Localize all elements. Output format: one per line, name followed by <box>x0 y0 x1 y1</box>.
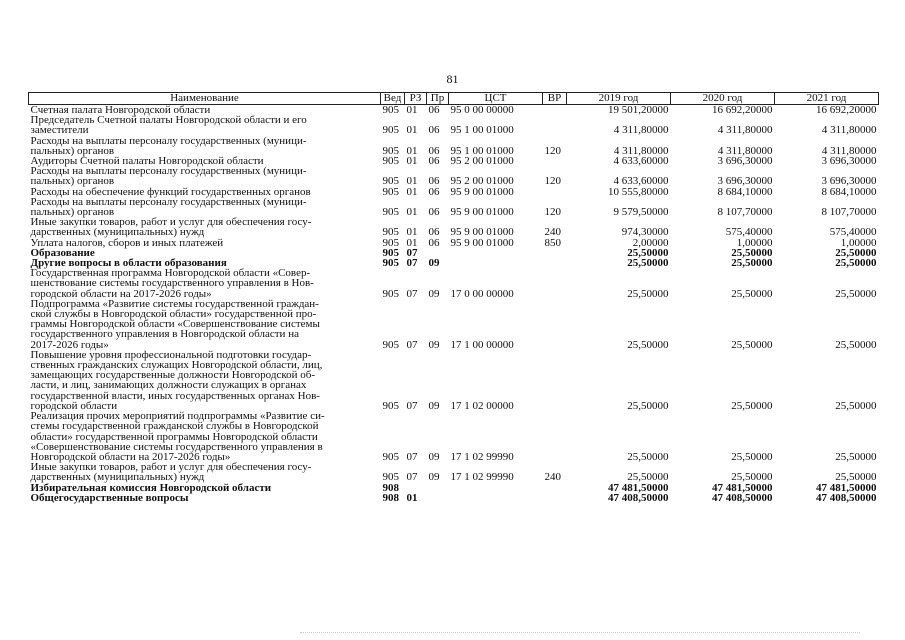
header-ved: Вед <box>381 93 405 105</box>
row-pr-cell: 09 <box>428 257 440 270</box>
row-2020-cell: 8 107,70000 <box>717 206 773 219</box>
row-ved-cell: 905 <box>382 144 399 157</box>
row-2020-cell: 8 684,10000 <box>717 185 773 198</box>
row-2019-cell: 4 633,60000 <box>613 155 669 168</box>
row-2019-cell: 47 481,50000 <box>608 481 669 494</box>
page-number: 81 <box>446 72 459 86</box>
row-cst-cell: 95 9 00 01000 <box>450 226 514 239</box>
row-2019-cell: 974,30000 <box>621 226 669 239</box>
row-2021-cell: 1,00000 <box>840 236 877 249</box>
table-row <box>29 166 879 186</box>
row-pr-cell: 06 <box>428 155 440 168</box>
header-pr: Пр <box>427 93 449 105</box>
table-row <box>29 411 879 462</box>
row-ved-cell: 905 <box>382 246 399 259</box>
row-name-cell: Иные закупки товаров, работ и услуг для обеспечения госу- дарственных (муниципальных) нужд <box>30 216 312 239</box>
row-2019-cell: 4 633,60000 <box>613 175 669 188</box>
header-vr: ВР <box>543 93 567 105</box>
row-ved-cell: 905 <box>382 226 399 239</box>
row-rz-cell: 01 <box>406 124 418 137</box>
row-ved-cell: 905 <box>382 338 399 351</box>
row-2019-cell: 25,50000 <box>627 399 669 412</box>
row-name-cell: Повышение уровня профессиональной подготовки государ- ственных гражданских служащих Новгородской области, лиц, замещающих государственные должности Новгородской об- ласти, и лиц, занимающих должности служащих в органах государственной власти, иных государственных органах Нов- городской области <box>30 348 323 412</box>
row-2019-cell: 25,50000 <box>627 287 669 300</box>
row-rz-cell: 01 <box>406 175 418 188</box>
row-vr-cell <box>543 115 567 135</box>
row-name-cell: Избирательная комиссия Новгородской области <box>30 481 272 494</box>
row-cst-cell: 17 1 02 00000 <box>450 399 514 412</box>
row-pr-cell: 06 <box>428 236 440 249</box>
row-2019-cell: 19 501,20000 <box>608 104 669 116</box>
row-vr-cell <box>543 248 567 258</box>
row-name-cell: Аудиторы Счетной палаты Новгородской области <box>30 155 264 168</box>
row-rz-cell: 01 <box>406 491 418 504</box>
row-name-cell: Иные закупки товаров, работ и услуг для обеспечения госу- дарственных (муниципальных) нужд <box>30 461 312 484</box>
header-2020: 2020 год <box>671 93 775 105</box>
row-vr-cell <box>543 156 567 166</box>
row-pr-cell: 06 <box>428 175 440 188</box>
row-vr-cell: 850 <box>544 236 561 249</box>
row-ved-cell: 905 <box>382 104 399 116</box>
row-ved-cell: 905 <box>382 399 399 412</box>
table-row <box>29 493 879 503</box>
row-cst-cell <box>449 483 543 493</box>
row-rz-cell: 01 <box>406 104 418 116</box>
row-cst-cell: 95 0 00 00000 <box>450 104 514 116</box>
row-vr-cell <box>543 483 567 493</box>
row-2021-cell: 25,50000 <box>835 287 877 300</box>
row-2021-cell: 3 696,30000 <box>821 175 877 188</box>
row-ved-cell: 905 <box>382 206 399 219</box>
row-vr-cell: 120 <box>544 144 561 157</box>
row-cst-cell: 95 9 00 01000 <box>450 236 514 249</box>
row-2021-cell: 47 481,50000 <box>816 481 877 494</box>
header-2021: 2021 год <box>775 93 879 105</box>
row-pr-cell: 09 <box>428 338 440 351</box>
row-cst-cell: 17 1 02 99990 <box>450 450 514 463</box>
row-pr-cell: 06 <box>428 104 440 116</box>
row-2019-cell: 25,50000 <box>627 450 669 463</box>
row-2021-cell: 25,50000 <box>835 257 877 270</box>
table-row <box>29 136 879 156</box>
table-row <box>29 197 879 217</box>
row-2021-cell: 47 408,50000 <box>816 491 877 504</box>
row-2020-cell: 25,50000 <box>731 257 773 270</box>
table-row <box>29 299 879 350</box>
row-name-cell: Расходы на выплаты персоналу государственных (муници- пальных) органов <box>30 195 307 219</box>
row-2019-cell: 47 408,50000 <box>608 491 669 504</box>
row-2021-cell: 25,50000 <box>835 450 877 463</box>
row-2020-cell: 3 696,30000 <box>717 175 773 188</box>
row-rz-cell: 01 <box>406 236 418 249</box>
row-2019-cell: 2,00000 <box>632 236 669 249</box>
row-vr-cell <box>543 411 567 462</box>
row-name-cell: Образование <box>30 246 95 259</box>
row-2019-cell: 25,50000 <box>627 471 669 484</box>
row-rz-cell: 01 <box>406 226 418 239</box>
row-vr-cell <box>543 493 567 503</box>
row-cst-cell: 17 1 02 99990 <box>450 471 514 484</box>
row-cst-cell: 95 9 00 01000 <box>450 185 514 198</box>
table-row <box>29 217 879 237</box>
row-cst-cell: 95 1 00 01000 <box>450 124 514 137</box>
row-2019-cell: 4 311,80000 <box>613 124 669 137</box>
row-2020-cell: 1,00000 <box>736 236 773 249</box>
row-rz-cell: 01 <box>406 206 418 219</box>
row-2021-cell: 8 107,70000 <box>821 206 877 219</box>
row-vr-cell <box>543 350 567 411</box>
row-cst-cell <box>449 493 543 503</box>
row-pr-cell: 06 <box>428 206 440 219</box>
row-2020-cell: 25,50000 <box>731 471 773 484</box>
row-2021-cell: 4 311,80000 <box>821 124 877 137</box>
row-vr-cell: 240 <box>544 226 561 239</box>
row-2020-cell: 25,50000 <box>731 450 773 463</box>
row-cst-cell: 95 9 00 01000 <box>450 206 514 219</box>
table-row <box>29 115 879 135</box>
row-rz-cell: 07 <box>406 399 418 412</box>
header-cst: ЦСТ <box>449 93 543 105</box>
row-pr-cell: 06 <box>428 124 440 137</box>
row-2020-cell: 4 311,80000 <box>717 144 773 157</box>
row-2021-cell: 16 692,20000 <box>816 104 877 116</box>
row-vr-cell <box>543 299 567 350</box>
row-cst-cell: 95 2 00 01000 <box>450 155 514 168</box>
row-2020-cell: 3 696,30000 <box>717 155 773 168</box>
row-cst-cell <box>449 248 543 258</box>
header-name: Наименование <box>29 93 381 105</box>
row-pr-cell: 06 <box>428 185 440 198</box>
row-ved-cell: 905 <box>382 124 399 137</box>
row-vr-cell <box>543 105 567 116</box>
row-pr-cell: 09 <box>428 450 440 463</box>
row-2020-cell: 47 481,50000 <box>712 481 773 494</box>
row-rz-cell: 07 <box>406 287 418 300</box>
row-name-cell: Расходы на выплаты персоналу государственных (муници- пальных) органов <box>30 134 307 157</box>
row-ved-cell: 905 <box>382 236 399 249</box>
row-cst-cell: 95 1 00 01000 <box>450 144 514 157</box>
row-2019-cell: 25,50000 <box>627 246 669 259</box>
row-2021-cell: 575,40000 <box>829 226 877 239</box>
row-name-cell: Счетная палата Новгородской области <box>30 104 211 116</box>
row-name-cell: Расходы на обеспечение функций государственных органов <box>30 185 311 198</box>
row-ved-cell: 905 <box>382 185 399 198</box>
table-row <box>29 350 879 411</box>
row-pr-cell: 06 <box>428 144 440 157</box>
row-rz-cell: 07 <box>406 450 418 463</box>
row-vr-cell <box>543 268 567 299</box>
row-2021-cell: 3 696,30000 <box>821 155 877 168</box>
row-2020-cell: 47 408,50000 <box>712 491 773 504</box>
row-name-cell: Расходы на выплаты персоналу государственных (муници- пальных) органов <box>30 165 307 188</box>
row-2019-cell: 9 579,50000 <box>613 206 669 219</box>
row-cst-cell <box>449 258 543 268</box>
row-pr-cell: 09 <box>428 287 440 300</box>
row-2020-cell: 25,50000 <box>731 338 773 351</box>
row-vr-cell: 120 <box>544 175 561 188</box>
header-rz: РЗ <box>405 93 427 105</box>
row-vr-cell: 240 <box>544 471 561 484</box>
row-ved-cell: 905 <box>382 471 399 484</box>
row-pr-cell: 09 <box>428 471 440 484</box>
row-name-cell: Другие вопросы в области образования <box>30 257 227 270</box>
row-2021-cell: 8 684,10000 <box>821 185 877 198</box>
row-rz-cell: 01 <box>406 144 418 157</box>
row-2020-cell: 25,50000 <box>731 246 773 259</box>
budget-table <box>28 92 879 503</box>
row-2019-cell: 25,50000 <box>627 338 669 351</box>
row-2020-cell: 25,50000 <box>731 287 773 300</box>
row-name-cell: Подпрограмма «Развитие системы государственной граждан- ской службы в Новгородской области» государственной про- граммы Новгородской области «Совершенствование системы государственного управления в Новгородской области на 2017-2026 годы» <box>30 297 320 351</box>
row-2021-cell: 25,50000 <box>835 471 877 484</box>
row-ved-cell: 905 <box>382 287 399 300</box>
row-2021-cell: 25,50000 <box>835 246 877 259</box>
row-2020-cell: 25,50000 <box>731 399 773 412</box>
row-rz-cell: 01 <box>406 155 418 168</box>
row-rz-cell: 07 <box>406 471 418 484</box>
row-2019-cell: 10 555,80000 <box>608 185 669 198</box>
row-vr-cell <box>543 187 567 197</box>
row-cst-cell: 95 2 00 01000 <box>450 175 514 188</box>
row-rz-cell: 07 <box>406 338 418 351</box>
row-pr-cell <box>427 483 449 493</box>
row-cst-cell: 17 0 00 00000 <box>450 287 514 300</box>
table-row <box>29 268 879 299</box>
table-header <box>29 93 879 105</box>
row-name-cell: Председатель Счетной палаты Новгородской области и его заместители <box>30 114 307 137</box>
row-name-cell: Общегосударственные вопросы <box>30 491 189 504</box>
row-vr-cell <box>543 258 567 268</box>
header-2019: 2019 год <box>567 93 671 105</box>
row-rz-cell: 01 <box>406 185 418 198</box>
row-ved-cell: 905 <box>382 155 399 168</box>
row-ved-cell: 908 <box>382 491 399 504</box>
row-2021-cell: 25,50000 <box>835 399 877 412</box>
row-rz-cell: 07 <box>406 257 418 270</box>
row-2020-cell: 575,40000 <box>725 226 773 239</box>
table-body <box>29 105 879 503</box>
row-name-cell: Уплата налогов, сборов и иных платежей <box>30 236 224 249</box>
row-2020-cell: 4 311,80000 <box>717 124 773 137</box>
row-2020-cell: 16 692,20000 <box>712 104 773 116</box>
row-2021-cell: 25,50000 <box>835 338 877 351</box>
row-pr-cell: 09 <box>428 399 440 412</box>
row-name-cell: Реализация прочих мероприятий подпрограммы «Развитие си- стемы государственной гражданской службы в Новгородской области» государственной программы Новгородской области «Совершенствование системы государственного управления в Новгородской области на 2017-2026 годы» <box>30 410 325 463</box>
row-pr-cell: 06 <box>428 226 440 239</box>
row-name-cell: Государственная программа Новгородской области «Совер- шенствование системы государственного управления в Нов- городской области на 2017-2026 годы» <box>30 267 314 300</box>
row-2019-cell: 4 311,80000 <box>613 144 669 157</box>
row-ved-cell: 908 <box>382 481 399 494</box>
row-vr-cell: 120 <box>544 206 561 219</box>
row-2021-cell: 4 311,80000 <box>821 144 877 157</box>
row-cst-cell: 17 1 00 00000 <box>450 338 514 351</box>
scan-artifact <box>300 632 860 635</box>
row-ved-cell: 905 <box>382 257 399 270</box>
row-pr-cell <box>427 493 449 503</box>
row-ved-cell: 905 <box>382 175 399 188</box>
row-2019-cell: 25,50000 <box>627 257 669 270</box>
row-ved-cell: 905 <box>382 450 399 463</box>
table-row <box>29 462 879 482</box>
row-rz-cell: 07 <box>406 246 418 259</box>
